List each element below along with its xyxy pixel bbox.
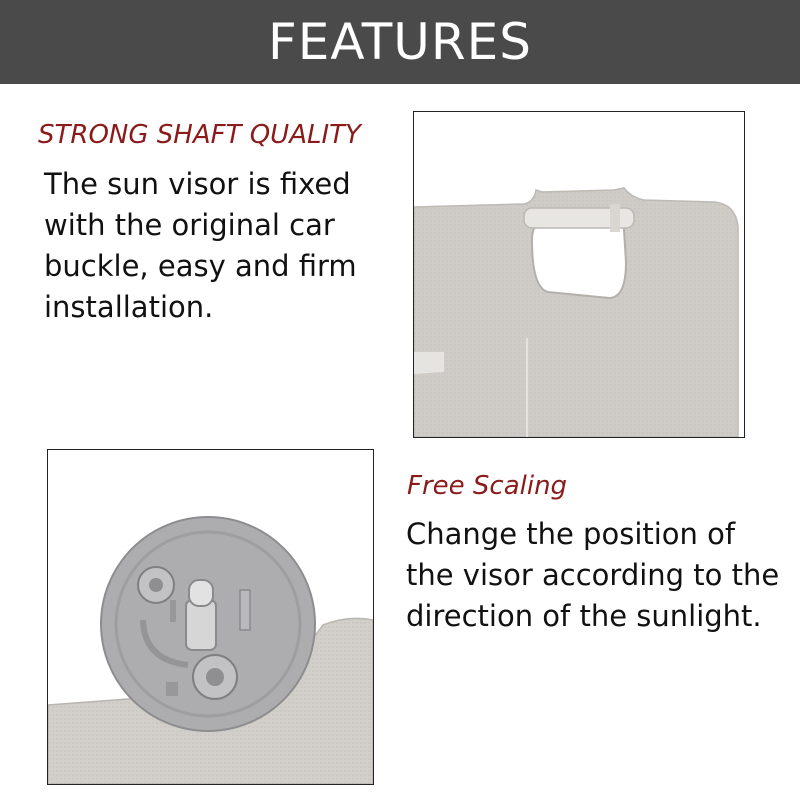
feature-line: installation.	[44, 290, 214, 324]
feature-line: the visor according to the	[406, 558, 780, 592]
feature-line: with the original car	[44, 208, 335, 242]
feature-line: buckle, easy and firm	[44, 249, 357, 283]
visor-pivot-illustration	[48, 450, 373, 784]
feature-description-free-scaling	[406, 514, 779, 637]
feature-line: The sun visor is fixed	[44, 167, 351, 201]
feature-line: Change the position of	[406, 517, 736, 551]
banner-title: FEATURES	[268, 13, 532, 71]
visor-pivot-photo	[47, 449, 374, 785]
visor-buckle-photo	[413, 111, 745, 438]
visor-buckle-illustration	[414, 112, 744, 437]
feature-title-strong-shaft: STRONG SHAFT QUALITY	[38, 120, 361, 150]
feature-line: direction of the sunlight.	[406, 599, 762, 633]
feature-description-strong-shaft	[44, 164, 357, 328]
features-banner	[0, 0, 800, 84]
feature-title-free-scaling: Free Scaling	[407, 471, 568, 501]
